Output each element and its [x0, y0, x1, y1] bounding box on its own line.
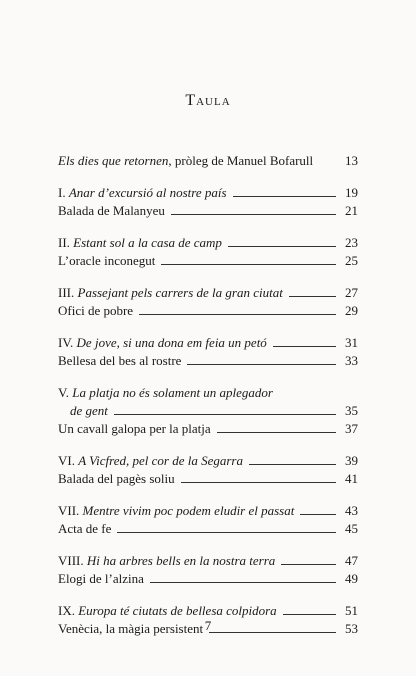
leader-line: [114, 414, 336, 415]
toc-entry-poem: [58, 252, 358, 270]
table-of-contents: [58, 152, 358, 638]
page-number: 13: [345, 153, 358, 168]
toc-entry-poem: [58, 302, 358, 320]
section-number: IV.: [58, 335, 74, 350]
leader-line: [181, 482, 336, 483]
leader-line: [233, 196, 336, 197]
leader-line: [171, 214, 336, 215]
page-number: 19: [345, 185, 358, 200]
toc-entry-section: [58, 552, 358, 570]
leader-line: [228, 246, 336, 247]
toc-entry-section: [58, 384, 358, 402]
toc-entry-poem: [58, 352, 358, 370]
section-title: Europa té ciutats de bellesa colpidora: [78, 603, 277, 618]
leader-line: [187, 364, 336, 365]
page-number: 29: [345, 303, 358, 318]
page-number: 37: [345, 421, 358, 436]
toc-entry-section: [58, 334, 358, 352]
page-folio: 7: [204, 618, 212, 633]
page-number: 49: [345, 571, 358, 586]
section-title: Anar d’excursió al nostre país: [68, 185, 227, 200]
section-number: II.: [58, 235, 70, 250]
section-number: V.: [58, 385, 69, 400]
page-number: 33: [345, 353, 358, 368]
poem-title: Acta de fe: [58, 521, 112, 536]
leader-line: [300, 514, 336, 515]
section-title: La platja no és solament un aplegador: [72, 385, 273, 400]
toc-entry-section: [58, 452, 358, 470]
toc-entry-poem: [58, 470, 358, 488]
toc-entry-section-continued: [58, 402, 358, 420]
prologue-title: Els dies que retornen: [58, 153, 169, 168]
page-number: 51: [345, 603, 358, 618]
page-number: 27: [345, 285, 358, 300]
section-title: Hi ha arbres bells en la nostra terra: [86, 553, 276, 568]
leader-line: [281, 564, 336, 565]
leader-line: [117, 532, 336, 533]
section-number: VII.: [58, 503, 80, 518]
poem-title: Balada del pagès soliu: [58, 471, 175, 486]
leader-line: [249, 464, 336, 465]
toc-entry-section: [58, 184, 358, 202]
toc-entry-section: [58, 284, 358, 302]
section-number: VIII.: [58, 553, 84, 568]
section-title: A Vicfred, pel cor de la Segarra: [78, 453, 243, 468]
leader-line: [283, 614, 336, 615]
toc-entry-section: [58, 502, 358, 520]
section-number: IX.: [58, 603, 75, 618]
page-title: Taula: [185, 92, 231, 109]
section-number: VI.: [58, 453, 75, 468]
page-number: 35: [345, 403, 358, 418]
poem-title: Ofici de pobre: [58, 303, 134, 318]
poem-title: Bellesa del bes al rostre: [58, 353, 182, 368]
page-number: 47: [345, 553, 358, 568]
section-number: III.: [58, 285, 75, 300]
leader-line: [139, 314, 336, 315]
page-number: 45: [345, 521, 358, 536]
toc-entry-poem: [58, 202, 358, 220]
page-number: 53: [345, 621, 358, 636]
leader-line: [161, 264, 336, 265]
page-number: 23: [345, 235, 358, 250]
leader-line: [150, 582, 336, 583]
section-number: I.: [58, 185, 66, 200]
section-title: Mentre vivim poc podem eludir el passat: [82, 503, 295, 518]
toc-entry-poem: [58, 570, 358, 588]
page-number: 41: [345, 471, 358, 486]
poem-title: Elogi de l’alzina: [58, 571, 144, 586]
poem-title: Venècia, la màgia persistent: [58, 621, 204, 636]
section-title-continued: de gent: [70, 403, 108, 418]
poem-title: Un cavall galopa per la platja: [58, 421, 211, 436]
section-title: Passejant pels carrers de la gran ciutat: [77, 285, 283, 300]
poem-title: L’oracle inconegut: [58, 253, 156, 268]
page-number: 31: [345, 335, 358, 350]
section-title: Estant sol a la casa de camp: [73, 235, 222, 250]
leader-line: [273, 346, 336, 347]
section-title: De jove, si una dona em feia un petó: [76, 335, 267, 350]
toc-entry-poem: [58, 420, 358, 438]
toc-entry-poem: [58, 520, 358, 538]
leader-line: [217, 432, 336, 433]
page-number: 39: [345, 453, 358, 468]
poem-title: Balada de Malanyeu: [58, 203, 165, 218]
page-number: 25: [345, 253, 358, 268]
page-number: 21: [345, 203, 358, 218]
page-number: 43: [345, 503, 358, 518]
prologue-author: , pròleg de Manuel Bofarull: [168, 153, 314, 168]
leader-line: [289, 296, 336, 297]
toc-entry-section: [58, 234, 358, 252]
toc-entry-prologue: [58, 152, 358, 170]
